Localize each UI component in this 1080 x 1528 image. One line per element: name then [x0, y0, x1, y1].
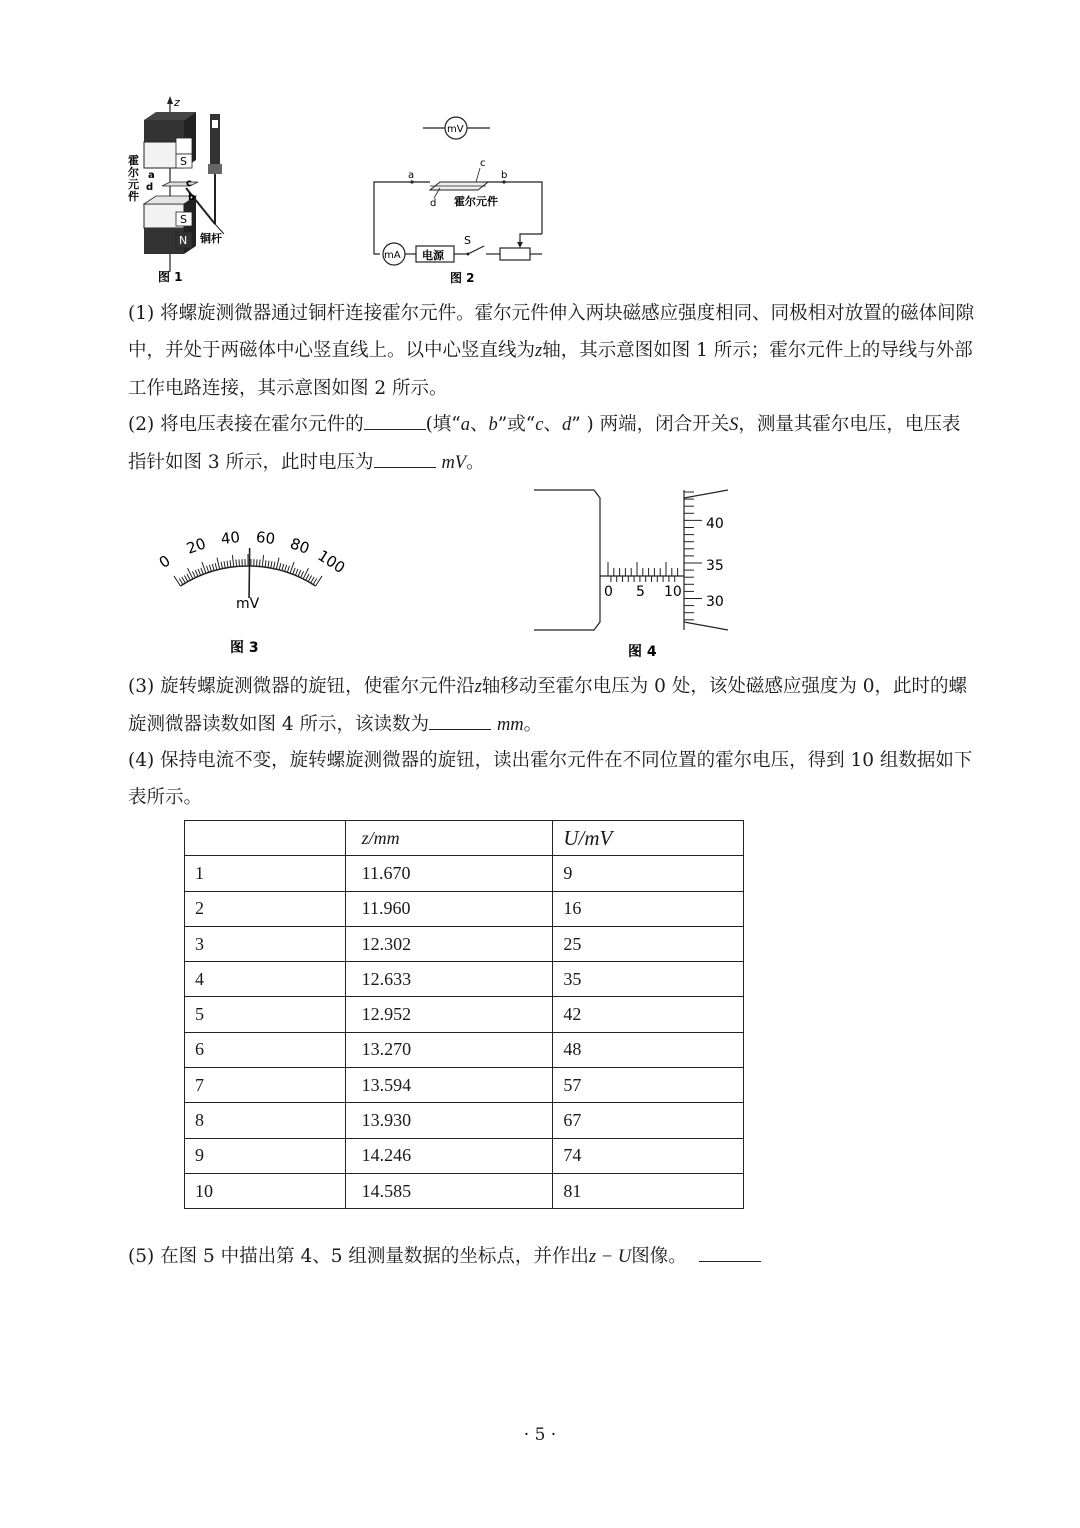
- figure-4-micrometer-reading: [534, 488, 734, 663]
- fig3-needle: [249, 548, 250, 598]
- question-part-4: (4) 保持电流不变，旋转螺旋测微器的旋钮，读出霍尔元件在不同位置的霍尔电压，得到 10 组数据如下表所示。: [128, 750, 973, 808]
- question-part-1: (1) 将螺旋测微器通过铜杆连接霍尔元件。霍尔元件伸入两块磁感应强度相同、同极相对放置的磁体间隙中，并处于两磁体中心竖直线上。以中心竖直线为z轴，其示意图如图 1 所示；霍尔元件上的导线与外部工作电路连接，其示意图如图 2 所示。: [128, 303, 975, 399]
- answer-blank-voltage[interactable]: [374, 449, 436, 468]
- fig3-tick: [215, 563, 217, 570]
- fig3-tick: [198, 569, 201, 575]
- fig3-unit-label: mV: [236, 596, 260, 612]
- data-table: [184, 820, 744, 1209]
- fig4-thimble-35: 35: [706, 558, 724, 574]
- fig3-tick: [187, 574, 190, 580]
- fig3-tick: [179, 579, 183, 585]
- fig3-tick: [276, 558, 279, 570]
- fig3-tick: [265, 560, 266, 567]
- fig3-arc: [180, 566, 315, 586]
- fig3-tick: [192, 571, 195, 577]
- figure-3-voltmeter: [128, 500, 378, 662]
- fig2-terminal-a: a: [408, 170, 415, 181]
- fig4-thimble-40: 40: [706, 516, 724, 532]
- table-row: 8 13.930 67: [185, 1103, 744, 1138]
- table-header-u: U/mV: [553, 821, 744, 856]
- fig4-sleeve-10: 10: [664, 584, 682, 600]
- fig3-tick: [221, 562, 222, 569]
- fig3-tick: [306, 574, 309, 580]
- fig2-switch-label: S: [464, 234, 471, 247]
- fig1-terminal-d: d: [146, 182, 154, 193]
- fig3-tick: [195, 570, 198, 576]
- fig3-tick: [293, 568, 296, 575]
- fig3-tick: [274, 562, 275, 569]
- figure-2-circuit: [368, 112, 548, 287]
- fig1-terminal-a: a: [148, 170, 155, 181]
- fig3-tick: [287, 566, 289, 573]
- fig3-tick: [230, 560, 231, 567]
- fig3-tick: [217, 558, 220, 570]
- fig3-tick: [259, 560, 260, 567]
- fig1-bottom-S: S: [180, 213, 187, 226]
- fig3-tick: [311, 577, 315, 583]
- fig4-sleeve-ticks: [608, 562, 678, 582]
- fig1-top-S: S: [180, 155, 187, 168]
- fig4-sleeve-5: 5: [636, 584, 645, 600]
- fig3-tick: [316, 576, 323, 586]
- fig3-tick: [298, 570, 301, 576]
- fig3-scale-label: 0: [155, 551, 174, 572]
- table-row: 1 11.670 9: [185, 856, 744, 891]
- fig3-tick: [182, 577, 186, 583]
- answer-blank-terminals[interactable]: [364, 411, 426, 430]
- fig1-terminal-c: c: [186, 178, 192, 189]
- fig1-caption: 图 1: [158, 270, 183, 284]
- fig3-tick: [301, 571, 304, 577]
- fig2-terminal-d: d: [430, 198, 437, 209]
- fig1-element-label-4: 件: [128, 190, 139, 203]
- fig3-tick: [174, 576, 181, 586]
- fig3-scale-label: 20: [184, 534, 209, 558]
- answer-blank-reading[interactable]: [429, 711, 491, 730]
- fig3-tick: [206, 566, 208, 573]
- answer-blank-graph[interactable]: [699, 1243, 761, 1262]
- table-row: 6 13.270 48: [185, 1032, 744, 1067]
- fig3-scale-label: 40: [219, 527, 241, 549]
- fig3-tick: [236, 560, 237, 567]
- fig3-tick: [184, 575, 187, 581]
- fig1-bottom-N: N: [179, 234, 188, 247]
- fig3-tick: [212, 564, 214, 571]
- fig3-tick: [285, 565, 287, 572]
- fig2-terminal-c: c: [480, 158, 486, 169]
- fig3-tick: [209, 565, 211, 572]
- fig3-tick: [224, 561, 225, 568]
- fig2-ammeter-label: mA: [384, 250, 401, 261]
- fig3-tick: [308, 575, 311, 581]
- fig2-voltmeter-label: mV: [447, 124, 464, 135]
- table-row: 3 12.302 25: [185, 926, 744, 961]
- fig3-tick: [262, 555, 263, 567]
- fig1-axis-label: z: [174, 96, 180, 109]
- table-row: 7 13.594 57: [185, 1068, 744, 1103]
- fig3-scale-label: 80: [287, 534, 312, 558]
- fig4-thimble-30: 30: [706, 594, 724, 610]
- fig2-terminal-b: b: [501, 170, 508, 181]
- question-part-2: (2) 将电压表接在霍尔元件的 (填“a、b”或“c、d” ) 两端，闭合开关S，测量其霍尔电压，电压表指针如图 3 所示，此时电压为 mV。: [128, 406, 978, 482]
- fig4-thimble-ticks: [684, 492, 702, 620]
- table-row: 9 14.246 74: [185, 1138, 744, 1173]
- fig3-tick: [268, 561, 269, 568]
- page-number: · 5 ·: [523, 1425, 557, 1445]
- fig3-scale-ticks: [174, 554, 322, 586]
- figure-1-magnet-setup: [126, 92, 256, 287]
- question-part-5: (5) 在图 5 中描出第 4、5 组测量数据的坐标点，并作出z − U图像。: [128, 1238, 978, 1276]
- table-row: 2 11.960 16: [185, 891, 744, 926]
- fig3-tick: [271, 561, 272, 568]
- table-header-row: [185, 821, 744, 856]
- fig3-tick: [227, 561, 228, 568]
- table-row: 4 12.633 35: [185, 962, 744, 997]
- fig1-rod-label: 铜杆: [200, 232, 222, 245]
- fig1-element-label-3: 元: [128, 178, 139, 191]
- table-row: 5 12.952 42: [185, 997, 744, 1032]
- fig1-element-label-1: 霍: [128, 154, 139, 167]
- fig3-tick: [201, 568, 204, 575]
- fig1-element-label-2: 尔: [128, 166, 139, 179]
- fig3-scale-label: 60: [255, 527, 277, 549]
- fig2-element-label: 霍尔元件: [454, 195, 498, 208]
- fig3-tick: [232, 555, 233, 567]
- fig4-caption: 图 4: [628, 644, 657, 660]
- fig3-scale-label: 100: [314, 546, 349, 578]
- table-row: 10 14.585 81: [185, 1173, 744, 1208]
- fig3-tick: [279, 563, 281, 570]
- fig1-terminal-b: b: [188, 192, 196, 203]
- table-header-index: [185, 821, 346, 856]
- fig3-tick: [295, 569, 298, 575]
- fig2-caption: 图 2: [450, 271, 475, 285]
- fig3-scale-labels: [156, 528, 348, 577]
- fig1-top-N: N: [179, 140, 188, 153]
- fig4-sleeve-0: 0: [604, 584, 613, 600]
- table-header-z: z/mm: [345, 821, 553, 856]
- question-part-3: (3) 旋转螺旋测微器的旋钮，使霍尔元件沿z轴移动至霍尔电压为 0 处，该处磁感应强度为 0，此时的螺旋测微器读数如图 4 所示，该读数为 mm。: [128, 676, 967, 735]
- fig3-tick: [282, 564, 284, 571]
- fig3-caption: 图 3: [230, 640, 259, 656]
- fig3-tick: [313, 579, 317, 585]
- fig2-power-label: 电源: [422, 249, 444, 262]
